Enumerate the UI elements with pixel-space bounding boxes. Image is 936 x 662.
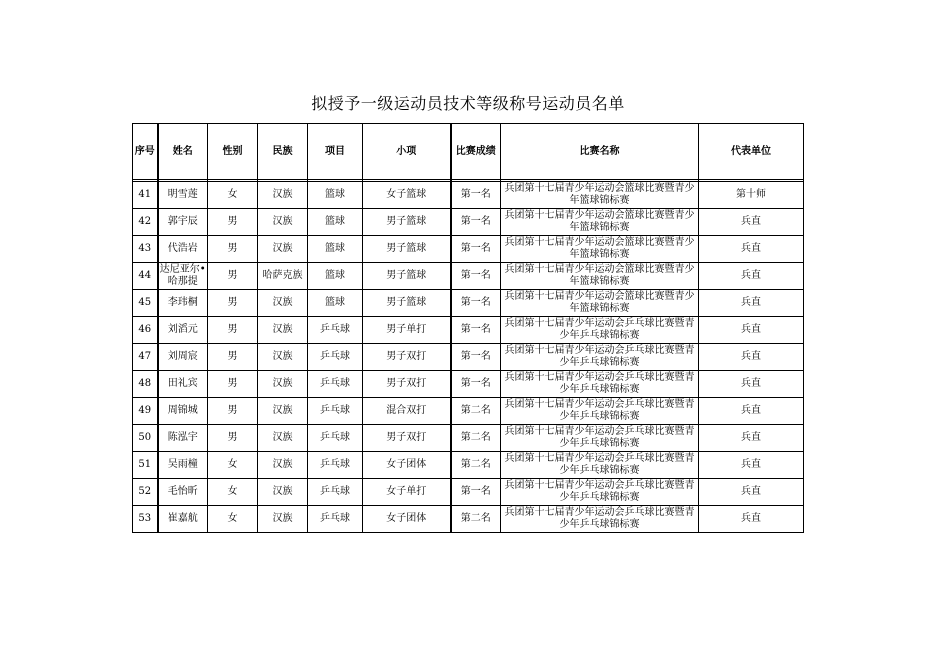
cell-competition: 兵团第十七届青少年运动会乒乓球比赛暨青少年乒乓球锦标赛 bbox=[501, 371, 699, 398]
cell-gender: 男 bbox=[208, 263, 258, 290]
cell-sport: 乒乓球 bbox=[308, 452, 363, 479]
cell-sport: 乒乓球 bbox=[308, 479, 363, 506]
cell-sport: 篮球 bbox=[308, 263, 363, 290]
cell-result: 第一名 bbox=[451, 209, 501, 236]
cell-no: 45 bbox=[133, 290, 158, 317]
cell-sport: 篮球 bbox=[308, 290, 363, 317]
cell-competition: 兵团第十七届青少年运动会篮球比赛暨青少年篮球锦标赛 bbox=[501, 209, 699, 236]
cell-event: 男子单打 bbox=[363, 317, 451, 344]
table-row bbox=[133, 182, 804, 209]
cell-gender: 女 bbox=[208, 479, 258, 506]
cell-ethnicity: 汉族 bbox=[258, 317, 308, 344]
header-result: 比赛成绩 bbox=[451, 124, 501, 180]
cell-ethnicity: 汉族 bbox=[258, 236, 308, 263]
cell-gender: 男 bbox=[208, 371, 258, 398]
cell-unit: 兵直 bbox=[699, 506, 804, 533]
cell-event: 女子篮球 bbox=[363, 182, 451, 209]
table-row bbox=[133, 344, 804, 371]
table-row bbox=[133, 263, 804, 290]
cell-no: 51 bbox=[133, 452, 158, 479]
cell-result: 第一名 bbox=[451, 479, 501, 506]
cell-competition: 兵团第十七届青少年运动会篮球比赛暨青少年篮球锦标赛 bbox=[501, 182, 699, 209]
cell-competition: 兵团第十七届青少年运动会篮球比赛暨青少年篮球锦标赛 bbox=[501, 236, 699, 263]
cell-event: 混合双打 bbox=[363, 398, 451, 425]
cell-unit: 兵直 bbox=[699, 209, 804, 236]
cell-name: 吴雨橦 bbox=[158, 452, 208, 479]
table-row bbox=[133, 290, 804, 317]
table-row bbox=[133, 452, 804, 479]
cell-unit: 第十师 bbox=[699, 182, 804, 209]
cell-name: 崔嘉航 bbox=[158, 506, 208, 533]
cell-ethnicity: 汉族 bbox=[258, 182, 308, 209]
header-no: 序号 bbox=[133, 124, 158, 180]
cell-ethnicity: 哈萨克族 bbox=[258, 263, 308, 290]
cell-name: 郭宇辰 bbox=[158, 209, 208, 236]
cell-gender: 女 bbox=[208, 182, 258, 209]
table-row bbox=[133, 236, 804, 263]
cell-gender: 男 bbox=[208, 425, 258, 452]
table-row bbox=[133, 209, 804, 236]
cell-event: 男子篮球 bbox=[363, 263, 451, 290]
cell-no: 41 bbox=[133, 182, 158, 209]
cell-unit: 兵直 bbox=[699, 371, 804, 398]
athlete-table bbox=[132, 123, 804, 533]
cell-event: 男子篮球 bbox=[363, 209, 451, 236]
header-event: 小项 bbox=[363, 124, 451, 180]
cell-result: 第二名 bbox=[451, 452, 501, 479]
cell-gender: 男 bbox=[208, 317, 258, 344]
cell-result: 第二名 bbox=[451, 506, 501, 533]
cell-sport: 篮球 bbox=[308, 209, 363, 236]
cell-name: 明雪莲 bbox=[158, 182, 208, 209]
cell-gender: 男 bbox=[208, 344, 258, 371]
cell-event: 女子团体 bbox=[363, 506, 451, 533]
cell-name: 田礼宾 bbox=[158, 371, 208, 398]
table-row bbox=[133, 317, 804, 344]
header-unit: 代表单位 bbox=[699, 124, 804, 180]
cell-ethnicity: 汉族 bbox=[258, 506, 308, 533]
cell-name: 毛怡昕 bbox=[158, 479, 208, 506]
cell-ethnicity: 汉族 bbox=[258, 452, 308, 479]
cell-unit: 兵直 bbox=[699, 425, 804, 452]
cell-result: 第一名 bbox=[451, 290, 501, 317]
cell-name: 达尼亚尔•哈那提 bbox=[158, 263, 208, 290]
table-row bbox=[133, 425, 804, 452]
cell-name: 周锦城 bbox=[158, 398, 208, 425]
cell-no: 46 bbox=[133, 317, 158, 344]
cell-event: 男子双打 bbox=[363, 371, 451, 398]
cell-name: 刘周宸 bbox=[158, 344, 208, 371]
cell-ethnicity: 汉族 bbox=[258, 371, 308, 398]
header-gender: 性别 bbox=[208, 124, 258, 180]
cell-unit: 兵直 bbox=[699, 236, 804, 263]
cell-competition: 兵团第十七届青少年运动会篮球比赛暨青少年篮球锦标赛 bbox=[501, 290, 699, 317]
cell-no: 53 bbox=[133, 506, 158, 533]
cell-no: 52 bbox=[133, 479, 158, 506]
cell-ethnicity: 汉族 bbox=[258, 425, 308, 452]
table-row bbox=[133, 506, 804, 533]
cell-sport: 乒乓球 bbox=[308, 317, 363, 344]
cell-name: 陈泓宇 bbox=[158, 425, 208, 452]
cell-event: 男子双打 bbox=[363, 425, 451, 452]
cell-event: 男子篮球 bbox=[363, 236, 451, 263]
cell-gender: 男 bbox=[208, 236, 258, 263]
cell-gender: 男 bbox=[208, 398, 258, 425]
cell-gender: 男 bbox=[208, 290, 258, 317]
cell-gender: 男 bbox=[208, 209, 258, 236]
cell-gender: 女 bbox=[208, 506, 258, 533]
cell-competition: 兵团第十七届青少年运动会乒乓球比赛暨青少年乒乓球锦标赛 bbox=[501, 479, 699, 506]
cell-event: 男子篮球 bbox=[363, 290, 451, 317]
cell-event: 女子团体 bbox=[363, 452, 451, 479]
cell-no: 42 bbox=[133, 209, 158, 236]
cell-competition: 兵团第十七届青少年运动会乒乓球比赛暨青少年乒乓球锦标赛 bbox=[501, 344, 699, 371]
cell-event: 女子单打 bbox=[363, 479, 451, 506]
cell-unit: 兵直 bbox=[699, 479, 804, 506]
cell-no: 43 bbox=[133, 236, 158, 263]
header-name: 姓名 bbox=[158, 124, 208, 180]
cell-sport: 乒乓球 bbox=[308, 344, 363, 371]
cell-competition: 兵团第十七届青少年运动会乒乓球比赛暨青少年乒乓球锦标赛 bbox=[501, 506, 699, 533]
cell-result: 第二名 bbox=[451, 398, 501, 425]
cell-sport: 篮球 bbox=[308, 182, 363, 209]
cell-competition: 兵团第十七届青少年运动会乒乓球比赛暨青少年乒乓球锦标赛 bbox=[501, 317, 699, 344]
cell-unit: 兵直 bbox=[699, 344, 804, 371]
cell-result: 第一名 bbox=[451, 236, 501, 263]
cell-sport: 乒乓球 bbox=[308, 398, 363, 425]
cell-no: 48 bbox=[133, 371, 158, 398]
cell-unit: 兵直 bbox=[699, 317, 804, 344]
table-row bbox=[133, 371, 804, 398]
cell-unit: 兵直 bbox=[699, 452, 804, 479]
cell-event: 男子双打 bbox=[363, 344, 451, 371]
table-row bbox=[133, 479, 804, 506]
cell-result: 第二名 bbox=[451, 425, 501, 452]
cell-competition: 兵团第十七届青少年运动会乒乓球比赛暨青少年乒乓球锦标赛 bbox=[501, 425, 699, 452]
cell-no: 50 bbox=[133, 425, 158, 452]
cell-competition: 兵团第十七届青少年运动会乒乓球比赛暨青少年乒乓球锦标赛 bbox=[501, 398, 699, 425]
table-header-row bbox=[133, 124, 804, 180]
cell-unit: 兵直 bbox=[699, 398, 804, 425]
cell-no: 47 bbox=[133, 344, 158, 371]
cell-ethnicity: 汉族 bbox=[258, 344, 308, 371]
cell-result: 第一名 bbox=[451, 344, 501, 371]
cell-sport: 乒乓球 bbox=[308, 371, 363, 398]
cell-gender: 女 bbox=[208, 452, 258, 479]
cell-competition: 兵团第十七届青少年运动会乒乓球比赛暨青少年乒乓球锦标赛 bbox=[501, 452, 699, 479]
cell-name: 刘滔元 bbox=[158, 317, 208, 344]
cell-unit: 兵直 bbox=[699, 263, 804, 290]
cell-result: 第一名 bbox=[451, 263, 501, 290]
cell-name: 李玮桐 bbox=[158, 290, 208, 317]
cell-unit: 兵直 bbox=[699, 290, 804, 317]
cell-ethnicity: 汉族 bbox=[258, 398, 308, 425]
cell-ethnicity: 汉族 bbox=[258, 290, 308, 317]
cell-sport: 乒乓球 bbox=[308, 506, 363, 533]
header-competition: 比赛名称 bbox=[501, 124, 699, 180]
header-ethnicity: 民族 bbox=[258, 124, 308, 180]
cell-competition: 兵团第十七届青少年运动会篮球比赛暨青少年篮球锦标赛 bbox=[501, 263, 699, 290]
cell-sport: 篮球 bbox=[308, 236, 363, 263]
cell-ethnicity: 汉族 bbox=[258, 209, 308, 236]
cell-sport: 乒乓球 bbox=[308, 425, 363, 452]
table-row bbox=[133, 398, 804, 425]
cell-ethnicity: 汉族 bbox=[258, 479, 308, 506]
cell-result: 第一名 bbox=[451, 182, 501, 209]
cell-no: 49 bbox=[133, 398, 158, 425]
header-sport: 项目 bbox=[308, 124, 363, 180]
cell-name: 代浩岩 bbox=[158, 236, 208, 263]
page-title: 拟授予一级运动员技术等级称号运动员名单 bbox=[311, 94, 625, 113]
cell-result: 第一名 bbox=[451, 371, 501, 398]
cell-result: 第一名 bbox=[451, 317, 501, 344]
cell-no: 44 bbox=[133, 263, 158, 290]
